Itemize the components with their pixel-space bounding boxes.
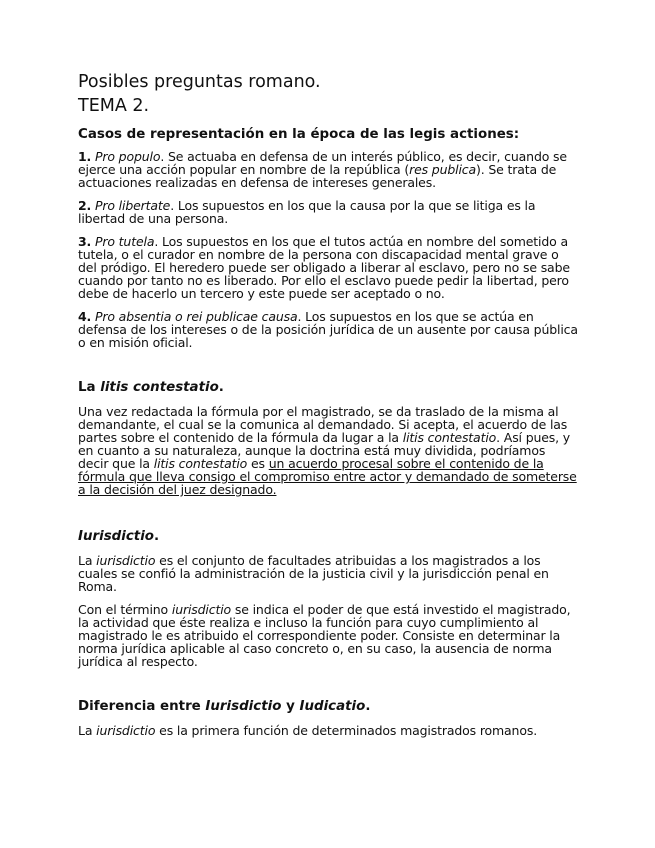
heading-prefix: La: [78, 380, 101, 395]
paragraph-text: es: [247, 456, 269, 471]
case-term: Pro populo: [94, 149, 161, 164]
case-item-2: [78, 199, 578, 225]
document-title: [78, 70, 578, 118]
paragraph-text: . Así pues, y en cuanto a su naturaleza, aunque la doctrina está muy dividida, podríamos decir que la: [78, 430, 571, 471]
paragraph-text: La: [78, 553, 97, 568]
case-number: 2.: [78, 198, 92, 213]
paragraph-term: litis contestatio: [153, 456, 248, 471]
iurisdictio-paragraph-1: [78, 554, 578, 593]
case-number: 1.: [78, 149, 92, 164]
case-text: . Los supuestos en los que la causa por la que se litiga es la libertad de una persona.: [78, 198, 536, 226]
heading-suffix: .: [218, 380, 224, 395]
paragraph-text: La: [78, 723, 97, 738]
case-number: 4.: [78, 309, 92, 324]
paragraph-text: Con el término: [78, 602, 172, 617]
case-number: 3.: [78, 234, 92, 249]
case-text: . Los supuestos en los que el tutos actúa en nombre del sometido a tutela, o el curador en nombre de la persona con discapacidad mental grave o del pródigo. El heredero puede ser obligado a liberar al esclavo, pero no se sabe cuando por tanto no es liberado. Por ello el esclavo puede pedir la libertad, pero debe de hacerlo un tercero y este puede ser aceptado o no.: [78, 234, 570, 301]
heading-term: litis contestatio: [100, 380, 219, 395]
paragraph-term: iurisdictio: [96, 553, 156, 568]
heading-suffix: .: [365, 699, 371, 714]
heading-prefix: Diferencia entre: [78, 699, 206, 714]
case-term: Pro libertate: [94, 198, 171, 213]
section-heading-litis-contestatio: [78, 379, 578, 397]
heading-term: Iurisdictio: [205, 699, 282, 714]
heading-term: Iudicatio: [299, 699, 366, 714]
section-heading-diferencia: [78, 698, 578, 716]
case-text-continued: ). Se trata de actuaciones realizadas en defensa de intereses generales.: [78, 162, 557, 190]
case-term: Pro absentia o rei publicae causa: [94, 309, 298, 324]
case-term: Pro tutela: [94, 234, 155, 249]
title-line-1: Posibles preguntas romano.: [78, 72, 321, 92]
case-item-3: [78, 235, 578, 300]
litis-contestatio-paragraph: [78, 405, 578, 496]
case-text: . Los supuestos en los que se actúa en defensa de los intereses o de la posición jurídica de un ausente por causa pública o en misión oficial.: [78, 309, 578, 350]
paragraph-term: iurisdictio: [96, 723, 156, 738]
case-item-1: [78, 150, 578, 189]
underlined-definition: un acuerdo procesal sobre el contenido de la fórmula que lleva consigo el compromiso entre actor y demandado de someterse a la decisión del juez designado.: [78, 456, 577, 497]
case-term-secondary: res publica: [409, 162, 477, 177]
section-heading-representacion: Casos de representación en la época de las legis actiones:: [78, 127, 520, 142]
diferencia-paragraph-1: [78, 724, 578, 737]
section-heading-iurisdictio: [78, 528, 578, 546]
heading-connector: y: [281, 699, 300, 714]
document-page: [78, 70, 578, 737]
paragraph-term: iurisdictio: [171, 602, 232, 617]
paragraph-term: litis contestatio: [402, 430, 497, 445]
case-item-4: [78, 310, 578, 349]
heading-suffix: .: [153, 529, 160, 544]
iurisdictio-paragraph-2: [78, 603, 578, 668]
paragraph-text: es la primera función de determinados magistrados romanos.: [155, 723, 538, 738]
title-line-2: TEMA 2.: [78, 96, 150, 116]
paragraph-text: es el conjunto de facultades atribuidas a los magistrados a los cuales se confió la administración de la justicia civil y la jurisdicción penal en Roma.: [78, 553, 549, 594]
paragraph-text: Una vez redactada la fórmula por el magistrado, se da traslado de la misma al demandante, el cual se la comunica al demandado. Si acepta, el acuerdo de las partes sobre el contenido de la fórmula da lugar a la: [78, 404, 568, 445]
heading-term: Iurisdictio: [78, 529, 154, 544]
case-text: . Se actuaba en defensa de un interés público, es decir, cuando se ejerce una acción popular en nombre de la república (: [78, 149, 567, 177]
paragraph-text: se indica el poder de que está investido el magistrado, la actividad que éste realiza e incluso la función para cuyo cumplimiento al magistrado le es atribuido el correspondiente poder. Consiste en determinar la norma jurídica aplicable al caso concreto o, en su caso, la ausencia de norma jurídica al respecto.: [78, 602, 571, 669]
